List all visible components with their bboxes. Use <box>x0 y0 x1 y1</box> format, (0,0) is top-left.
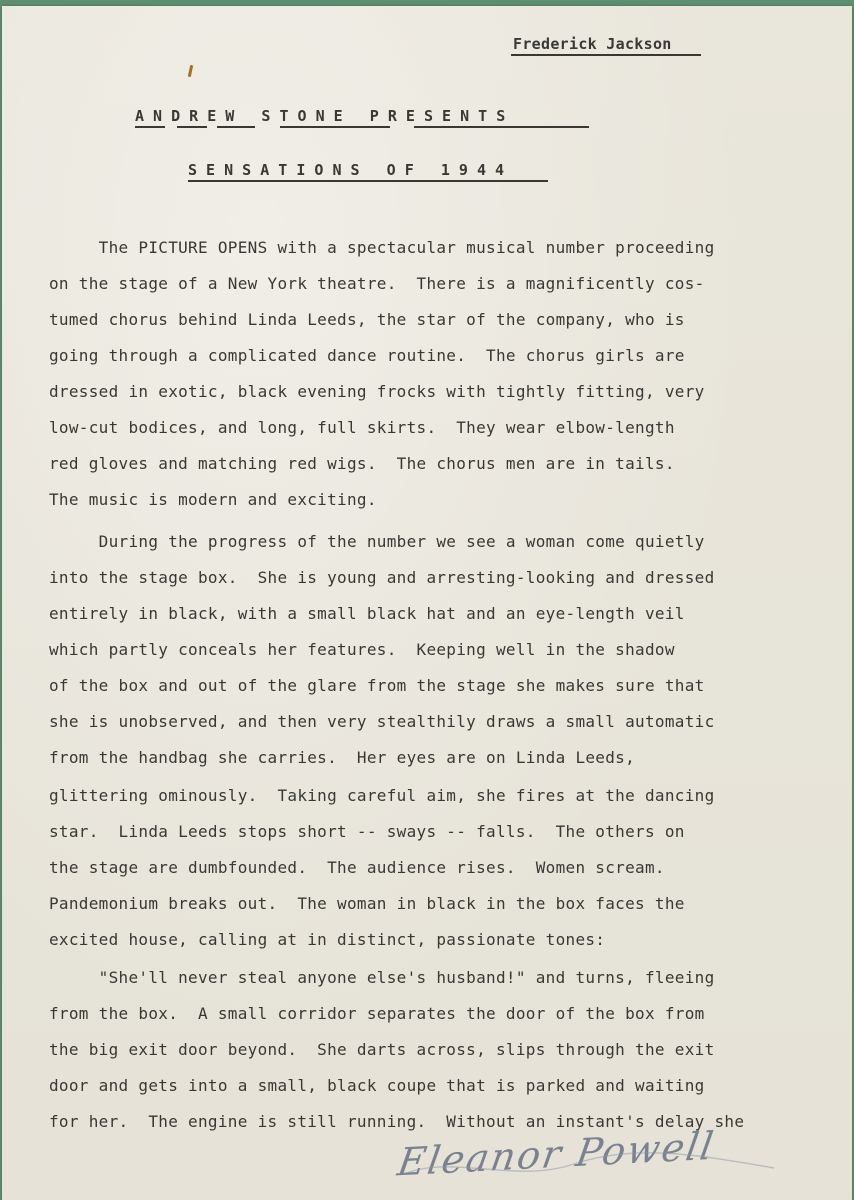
text-line: During the progress of the number we see a woman come quietly <box>49 532 705 551</box>
text-line: The PICTURE OPENS with a spectacular musical number proceeding <box>49 238 715 257</box>
signature: Eleanor Powell <box>394 1123 719 1185</box>
document-page <box>2 6 852 1200</box>
text-line: door and gets into a small, black coupe that is parked and waiting <box>49 1076 705 1095</box>
text-line: from the box. A small corridor separates the door of the box from <box>49 1004 705 1023</box>
title-line-2: S E N S A T I O N S O F 1 9 4 4 <box>188 161 505 179</box>
title-underline <box>217 126 255 128</box>
title-underline <box>177 126 207 128</box>
signature-flourish <box>394 1134 794 1194</box>
title-underline <box>414 126 589 128</box>
text-line: The music is modern and exciting. <box>49 490 377 509</box>
text-line: the big exit door beyond. She darts across, slips through the exit <box>49 1040 715 1059</box>
text-line: glittering ominously. Taking careful aim, she fires at the dancing <box>49 786 715 805</box>
text-line: which partly conceals her features. Keeping well in the shadow <box>49 640 675 659</box>
text-line: going through a complicated dance routine. The chorus girls are <box>49 346 685 365</box>
text-line: excited house, calling at in distinct, passionate tones: <box>49 930 606 949</box>
text-line: of the box and out of the glare from the stage she makes sure that <box>49 676 705 695</box>
header-name: Frederick Jackson <box>513 35 672 53</box>
text-line: "She'll never steal anyone else's husband!" and turns, fleeing <box>49 968 715 987</box>
title-line-1: A N D R E W S T O N E P R E S E N T S <box>135 107 506 125</box>
text-line: low-cut bodices, and long, full skirts. They wear elbow-length <box>49 418 675 437</box>
text-line: the stage are dumbfounded. The audience rises. Women scream. <box>49 858 665 877</box>
text-line: she is unobserved, and then very stealthily draws a small automatic <box>49 712 715 731</box>
header-underline <box>511 54 701 56</box>
text-line: dressed in exotic, black evening frocks with tightly fitting, very <box>49 382 705 401</box>
title-underline <box>135 126 165 128</box>
title-underline <box>280 126 390 128</box>
text-line: star. Linda Leeds stops short -- sways -- falls. The others on <box>49 822 685 841</box>
text-line: from the handbag she carries. Her eyes are on Linda Leeds, <box>49 748 636 767</box>
text-line: on the stage of a New York theatre. There is a magnificently cos- <box>49 274 705 293</box>
text-line: Pandemonium breaks out. The woman in black in the box faces the <box>49 894 685 913</box>
text-line: tumed chorus behind Linda Leeds, the star of the company, who is <box>49 310 685 329</box>
pencil-mark <box>188 65 193 77</box>
title-underline <box>188 180 548 182</box>
text-line: into the stage box. She is young and arresting-looking and dressed <box>49 568 715 587</box>
text-line: red gloves and matching red wigs. The chorus men are in tails. <box>49 454 675 473</box>
text-line: entirely in black, with a small black hat and an eye-length veil <box>49 604 685 623</box>
text-line: for her. The engine is still running. Without an instant's delay she <box>49 1112 745 1131</box>
